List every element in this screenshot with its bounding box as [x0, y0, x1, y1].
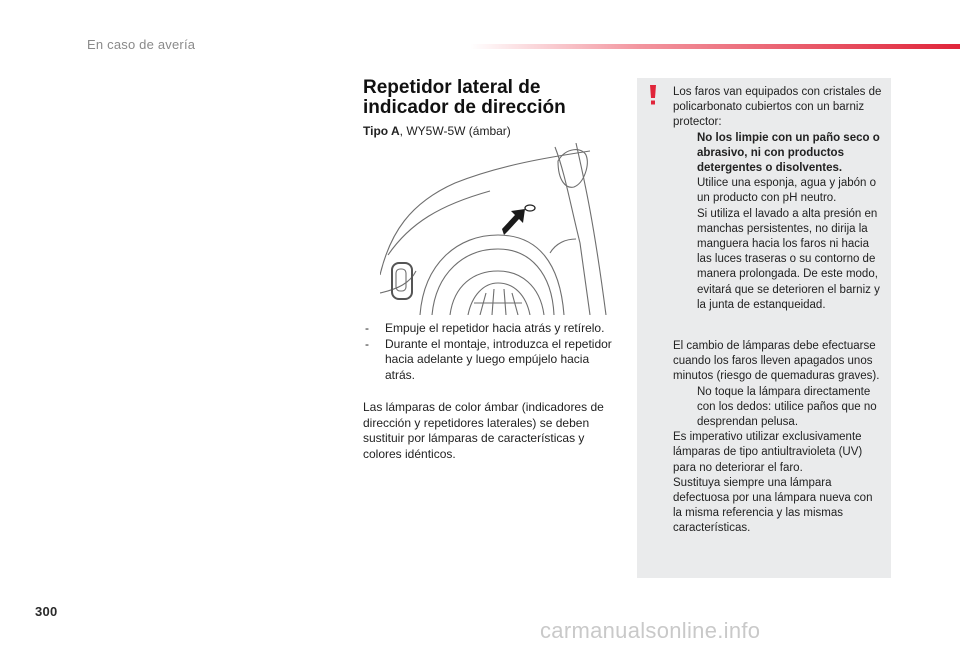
warning-bullet-text: Si utiliza el lavado a alta presión en manchas persistentes, no dirija la manguera hacia los faros ni hacia las luces traseras o su contorno de manera prolongada. De este modo, evitará que se deterioren el barniz y la junta de estanqueidad. — [697, 207, 880, 311]
exclamation-icon — [647, 84, 659, 106]
step-dash: - — [365, 321, 369, 335]
warning-bullet-text: No toque la lámpara directamente con los dedos: utilice paños que no desprendan pelusa. — [697, 385, 877, 429]
section-title — [363, 78, 623, 118]
step-text: Empuje el repetidor hacia atrás y retírelo. — [385, 321, 605, 335]
warning-para-2: El cambio de lámparas debe efectuarse cuando los faros lleven apagados unos minutos (riesgo de quemaduras graves). — [673, 340, 880, 383]
step-item — [363, 337, 618, 384]
header-section-title: En caso de avería — [87, 37, 196, 52]
amber-bulb-note: Las lámparas de color ámbar (indicadores de dirección y repetidores laterales) se deben sustituir por lámparas de características y colores idénticos. — [363, 400, 604, 461]
step-text: Durante el montaje, introduzca el repetidor hacia adelante y luego empújelo hacia atrás. — [385, 336, 612, 382]
warning-para-3: Es imperativo utilizar exclusivamente lámparas de tipo antiultravioleta (UV) para no deteriorar el faro. — [673, 431, 863, 474]
procedure-steps — [363, 321, 618, 383]
warning-para-4: Sustituya siempre una lámpara defectuosa por una lámpara nueva con la misma referencia y las mismas características. — [673, 476, 873, 535]
bulb-type-label: Tipo A — [363, 124, 400, 138]
bulb-type — [363, 124, 511, 138]
warning-bullet-text: Utilice una esponja, agua y jabón o un producto con pH neutro. — [697, 177, 877, 205]
title-line-2: indicador de dirección — [363, 97, 566, 118]
title-line-1: Repetidor lateral de — [363, 77, 541, 98]
warning-bullet — [673, 207, 883, 313]
side-repeater-illustration — [380, 143, 617, 315]
warning-intro: Los faros van equipados con cristales de policarbonato cubiertos con un barniz protector: — [673, 86, 882, 129]
warning-bullet — [673, 385, 883, 431]
spacer — [673, 313, 883, 339]
warning-bullet — [673, 176, 883, 206]
header-divider — [470, 44, 960, 49]
step-dash: - — [365, 336, 369, 351]
warning-box — [637, 78, 891, 578]
bulb-type-spec: , WY5W-5W (ámbar) — [399, 124, 511, 138]
warning-bullet — [673, 131, 883, 177]
page-number: 300 — [35, 604, 58, 619]
warning-bullet-text: No los limpie con un paño seco o abrasivo, ni con productos detergentes o disolventes. — [697, 131, 880, 175]
step-item — [363, 321, 618, 337]
watermark: carmanualsonline.info — [540, 618, 761, 643]
